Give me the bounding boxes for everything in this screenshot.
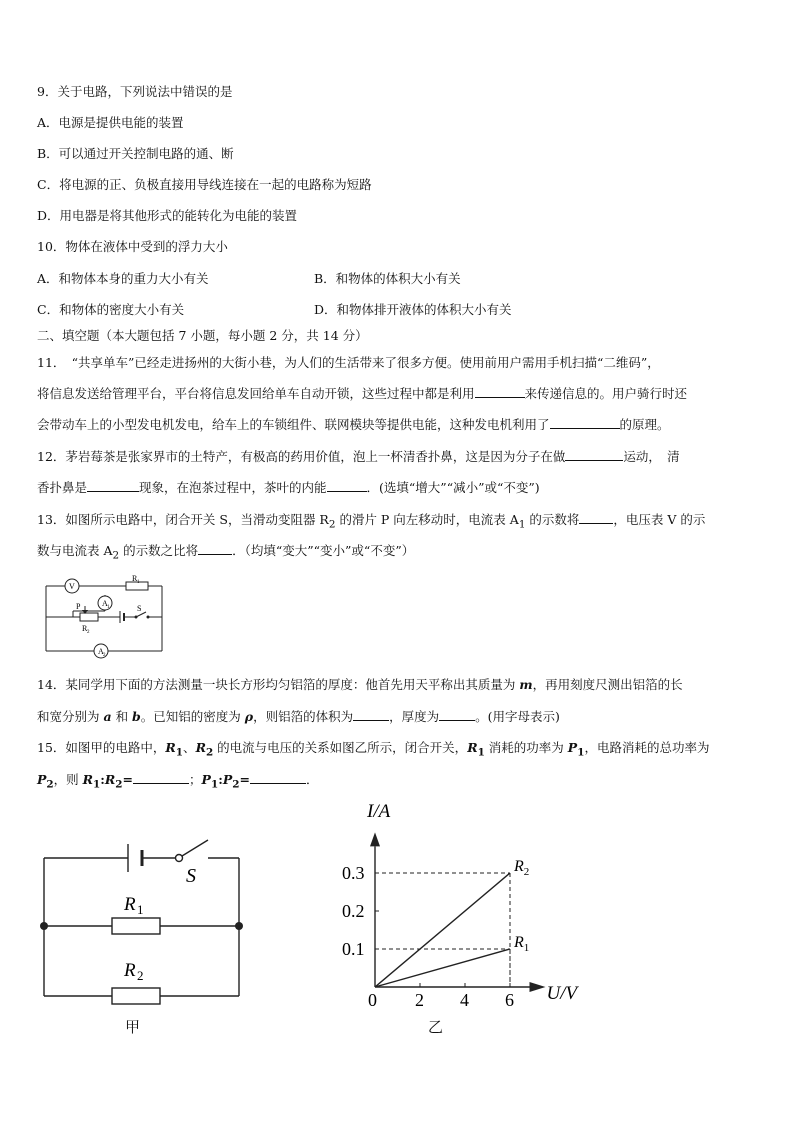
q10-option-c: C．和物体的密度大小有关 <box>37 302 185 317</box>
var: R <box>82 772 94 787</box>
subscript: 2 <box>328 518 336 531</box>
circuit-jia-diagram <box>30 830 255 1010</box>
y-axis-label: I/A <box>367 801 391 822</box>
q10-option-a: A．和物体本身的重力大小有关 <box>37 271 209 286</box>
q15-text: ． <box>305 772 319 787</box>
q15-text: 、 <box>183 740 196 755</box>
series-line-r2 <box>375 873 510 987</box>
q13-text: ，电压表 V 的示 <box>613 512 706 527</box>
answer-blank <box>250 771 306 784</box>
var: P <box>201 772 211 787</box>
q14-text: 和宽分别为 <box>37 709 104 724</box>
ammeter-a1-label: A <box>102 599 108 608</box>
q11-text: 将信息发送给管理平台，平台将信息发回给单车自动开锁，这些过程中都是利用 <box>37 386 475 401</box>
q12-text: ．(选填“增大”“减小”或“不变”) <box>366 480 540 495</box>
q14-text: 。已知铝的密度为 <box>140 709 245 724</box>
var: R <box>195 740 206 755</box>
slider-label: P <box>76 602 81 611</box>
q14-text: 和 <box>111 709 133 724</box>
q15-text: : <box>100 772 105 787</box>
subscript: 2 <box>103 653 106 658</box>
q11-text: 的原理。 <box>619 417 670 432</box>
q10-option-b: B．和物体的体积大小有关 <box>314 271 461 286</box>
answer-blank <box>353 708 389 721</box>
ammeter-a2-label: A <box>98 647 104 656</box>
var-rho: ρ <box>244 709 254 724</box>
subscript: 1 <box>477 746 485 759</box>
q12-text: 运动， 清 <box>623 449 680 464</box>
var-m: m <box>519 677 533 692</box>
q14-text: 14．某同学用下面的方法测量一块长方形均匀铝箔的厚度：他首先用天平称出其质量为 <box>37 677 520 692</box>
q15-text: 消耗的功率为 <box>484 740 568 755</box>
q15-text: : <box>218 772 223 787</box>
q15-text: ； <box>189 772 202 787</box>
q9-option-c: C．将电源的正、负极直接用导线连接在一起的电路称为短路 <box>37 177 372 192</box>
var-a: a <box>103 709 112 724</box>
q12-text: 香扑鼻是 <box>37 480 88 495</box>
var-b: b <box>132 709 141 724</box>
x-tick-label: 6 <box>505 990 514 1010</box>
subscript: 1 <box>137 580 140 585</box>
q12-text: 现象，在泡茶过程中，茶叶的内能 <box>139 480 327 495</box>
q14-text: ，则铝箔的体积为 <box>253 709 354 724</box>
q9-option-b: B．可以通过开关控制电路的通、断 <box>37 146 234 161</box>
subscript: 1 <box>577 746 585 759</box>
q11-text: 会带动车上的小型发电机发电，给车上的车锁组件、联网模块等提供电能，这种发电机利用了 <box>37 417 550 432</box>
q12-text: 12．茅岩莓茶是张家界市的土特产，有极高的药用价值，泡上一杯清香扑鼻，这是因为分子在做 <box>37 449 566 464</box>
subscript: 2 <box>205 746 214 759</box>
subscript: 2 <box>46 778 54 791</box>
y-tick-label: 0.3 <box>342 863 365 883</box>
q13-text: 13．如图所示电路中，闭合开关 S，当滑动变阻器 R <box>37 512 329 527</box>
answer-blank <box>133 771 189 784</box>
subscript: 1 <box>518 518 526 531</box>
subscript: 2 <box>112 549 120 562</box>
var: P <box>37 772 47 787</box>
figure-caption-jia: 甲 <box>125 1018 141 1036</box>
q13-text: 数与电流表 A <box>37 543 113 558</box>
q15-text: = <box>239 772 250 787</box>
y-tick-label: 0.2 <box>342 901 365 921</box>
q9-stem: 9．关于电路，下列说法中错误的是 <box>37 84 233 99</box>
q13-circuit-diagram <box>40 573 170 663</box>
q15-text: 15．如图甲的电路中， <box>37 740 166 755</box>
q12-line2 <box>37 479 540 496</box>
q15-text: ，则 <box>53 772 83 787</box>
x-axis-arrow <box>530 982 546 992</box>
answer-blank <box>565 448 623 461</box>
q14-text: ，再用刻度尺测出铝箔的长 <box>532 677 683 692</box>
q15-line2 <box>37 771 318 793</box>
answer-blank <box>327 479 367 492</box>
subscript: 1 <box>93 778 101 791</box>
y-tick-label: 0.1 <box>342 939 365 959</box>
answer-blank <box>439 708 475 721</box>
switch-label: S <box>137 604 142 613</box>
answer-blank <box>87 479 139 492</box>
q15-text: ，电路消耗的总功率为 <box>584 740 710 755</box>
q13-line1 <box>37 511 705 533</box>
q10-stem: 10．物体在液体中受到的浮力大小 <box>37 239 228 254</box>
q13-text: 的示数之比将 <box>119 543 199 558</box>
r2-label: R <box>124 960 136 981</box>
q13-text: 的滑片 P 向左移动时，电流表 A <box>335 512 519 527</box>
q12-line1 <box>37 448 680 465</box>
subscript: 2 <box>115 778 123 791</box>
q15-text: = <box>122 772 134 787</box>
var: R <box>104 772 116 787</box>
answer-blank <box>198 542 232 555</box>
voltmeter-label: V <box>69 582 75 591</box>
var: R <box>165 740 176 755</box>
series-label-r2: $R_2$ <box>514 858 530 878</box>
x-tick-label: 0 <box>368 990 377 1010</box>
q15-text: 的电流与电压的关系如图乙所示，闭合开关， <box>213 740 468 755</box>
q11-line2 <box>37 385 687 402</box>
q11-line1: 11． “共享单车”已经走进扬州的大街小巷，为人们的生活带来了很多方便。使用前用户需用手机扫描“二维码”， <box>37 355 660 370</box>
figure-caption-yi: 乙 <box>428 1018 444 1036</box>
series-line-r1 <box>375 949 510 987</box>
subscript: 2 <box>137 968 144 983</box>
subscript: 2 <box>232 778 240 791</box>
q14-text: ，厚度为 <box>389 709 440 724</box>
r1-label: R <box>132 574 138 583</box>
subscript: 1 <box>175 746 184 759</box>
q13-line2 <box>37 542 414 564</box>
r2-label: R <box>82 624 88 633</box>
switch-label: S <box>186 865 196 887</box>
var: R <box>467 740 478 755</box>
answer-blank <box>475 385 525 398</box>
q13-text: 的示数将 <box>525 512 580 527</box>
q15-line1 <box>37 740 709 761</box>
iu-chart <box>330 795 600 1010</box>
q10-option-d: D．和物体排开液体的体积大小有关 <box>314 302 512 317</box>
answer-blank <box>550 416 620 429</box>
q14-line2 <box>37 708 560 725</box>
q14-text: 。(用字母表示) <box>475 709 560 724</box>
x-axis-label: U/V <box>546 983 578 1004</box>
q13-text: ．（均填“变大”“变小”或“不变”） <box>232 543 415 558</box>
q9-option-a: A．电源是提供电能的装置 <box>37 115 184 130</box>
answer-blank <box>579 511 613 524</box>
q14-line1 <box>37 677 683 693</box>
subscript: 2 <box>87 630 90 635</box>
series-label-r1: $R_1$ <box>514 934 530 954</box>
var: P <box>222 772 233 787</box>
subscript: 1 <box>210 778 219 791</box>
q11-line3 <box>37 416 670 433</box>
q11-text: 来传递信息的。用户骑行时还 <box>524 386 688 401</box>
q9-option-d: D．用电器是将其他形式的能转化为电能的装置 <box>37 208 298 223</box>
x-tick-label: 2 <box>415 990 424 1010</box>
subscript: 1 <box>137 902 144 917</box>
y-axis-arrow <box>370 832 380 846</box>
x-tick-label: 4 <box>460 990 469 1010</box>
var: P <box>567 740 578 755</box>
section-heading: 二、填空题（本大题包括 7 小题，每小题 2 分，共 14 分） <box>37 328 368 343</box>
subscript: 1 <box>107 605 110 610</box>
r1-label: R <box>124 894 136 915</box>
